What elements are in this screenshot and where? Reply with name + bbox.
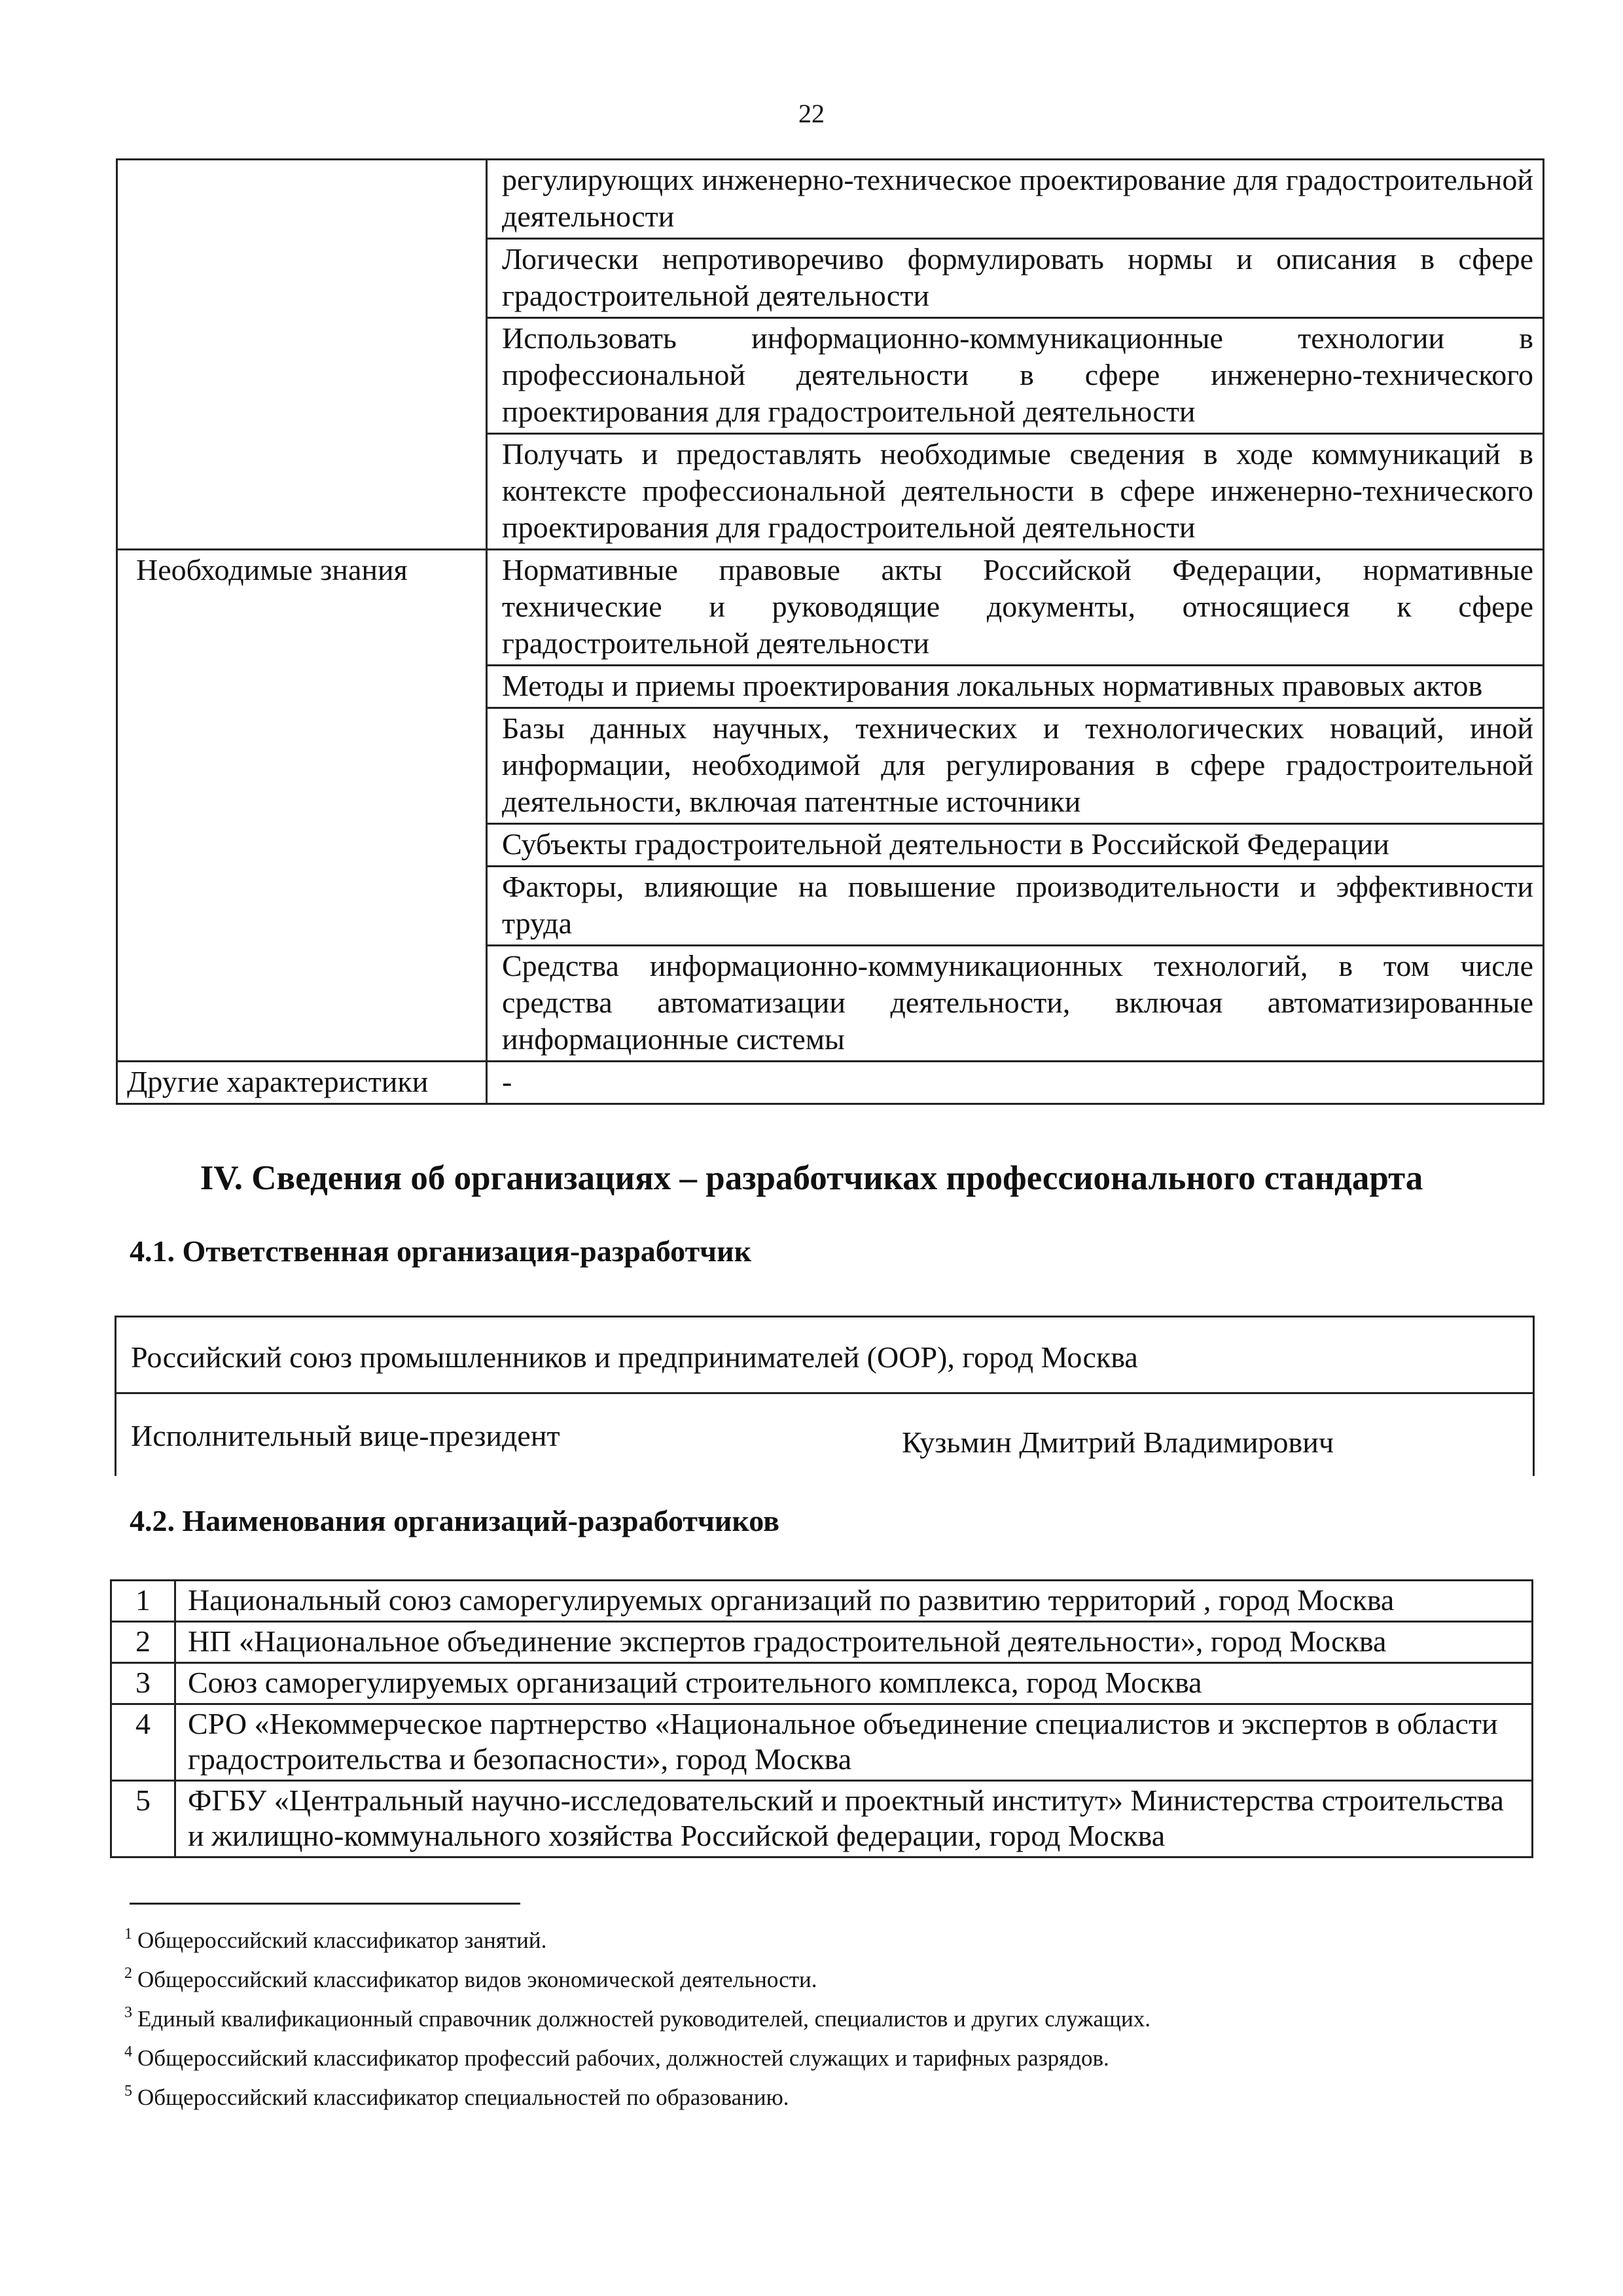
organization-name: Союз саморегулируемых организаций строительного комплекса, город Москва [175, 1663, 1533, 1704]
row-number: 5 [111, 1781, 175, 1857]
table-row [117, 434, 1544, 550]
developer-organizations-table [110, 1579, 1533, 1858]
footnote [124, 2036, 1150, 2075]
footnote [124, 1957, 1150, 1996]
footnote-mark: 3 [124, 2004, 132, 2021]
row-text-cell: Использовать информационно-коммуникационные технологии в профессиональной деятельности в сфере инженерно-технического проектирования для градостроительной деятельности [487, 318, 1544, 434]
page-number: 22 [798, 99, 825, 128]
table-row [117, 666, 1544, 708]
row-text-cell: Получать и предоставлять необходимые сведения в ходе коммуникаций в контексте профессиональной деятельности в сфере инженерно-технического проектирования для градостроительной деятельности [487, 434, 1544, 550]
signatory-name: Кузьмин Дмитрий Владимирович [902, 1426, 1334, 1459]
footnotes [124, 1918, 1150, 2114]
footnote-text: Единый квалификационный справочник должностей руководителей, специалистов и других служащих. [137, 2006, 1150, 2032]
table-row [111, 1704, 1533, 1781]
organization-name: Национальный союз саморегулируемых организаций по развитию территорий , город Москва [175, 1581, 1533, 1622]
table-row [117, 824, 1544, 867]
row-number: 3 [111, 1663, 175, 1704]
footnote-mark: 5 [124, 2083, 132, 2100]
row-label-cell [117, 946, 487, 1062]
row-text-cell: Методы и приемы проектирования локальных нормативных правовых актов [487, 666, 1544, 708]
table-row [117, 550, 1544, 666]
row-text-cell: Базы данных научных, технических и технологических новаций, иной информации, необходимой для регулирования в сфере градостроительной деятельности, включая патентные источники [487, 708, 1544, 824]
row-text-cell: - [487, 1062, 1544, 1104]
row-text-cell: Нормативные правовые акты Российской Федерации, нормативные технические и руководящие документы, относящиеся к сфере градостроительной деятельности [487, 550, 1544, 666]
row-number: 1 [111, 1581, 175, 1622]
skills-knowledge-table [116, 158, 1544, 1105]
row-label-cell [117, 239, 487, 318]
footnote-separator [130, 1903, 520, 1905]
footnote [124, 2075, 1150, 2114]
row-number: 2 [111, 1622, 175, 1663]
signatory-position: Исполнительный вице-президент [131, 1419, 560, 1452]
row-label-cell [117, 434, 487, 550]
footnote-mark: 2 [124, 1965, 132, 1982]
table-row [117, 239, 1544, 318]
row-text-cell: регулирующих инженерно-техническое проектирование для градостроительной деятельности [487, 160, 1544, 239]
row-label-cell [117, 160, 487, 239]
row-label-cell [117, 666, 487, 708]
table-row [117, 318, 1544, 434]
table-row [117, 1062, 1544, 1104]
table-row [117, 867, 1544, 946]
footnote [124, 1918, 1150, 1957]
table-row [111, 1622, 1533, 1663]
table-row [111, 1581, 1533, 1622]
row-number: 4 [111, 1704, 175, 1781]
knowledge-label: Необходимые знания [117, 550, 487, 666]
organization-name: НП «Национальное объединение экспертов градостроительной деятельности», город Москва [175, 1622, 1533, 1663]
row-label-cell [117, 318, 487, 434]
table-row [117, 160, 1544, 239]
row-label-cell [117, 708, 487, 824]
table-row [111, 1663, 1533, 1704]
subsection-title-responsible: 4.1. Ответственная организация-разработчик [130, 1234, 752, 1268]
responsible-organization-table [115, 1316, 1535, 1476]
organization-name: СРО «Некоммерческое партнерство «Национальное объединение специалистов и экспертов в области градостроительства и безопасности», город Москва [175, 1704, 1533, 1781]
table-row [117, 708, 1544, 824]
row-text-cell: Субъекты градостроительной деятельности в Российской Федерации [487, 824, 1544, 867]
signatory-row [115, 1392, 1535, 1476]
row-label-cell [117, 824, 487, 867]
organization-name: ФГБУ «Центральный научно-исследовательский и проектный институт» Министерства строительства и жилищно-коммунального хозяйства Российской федерации, город Москва [175, 1781, 1533, 1857]
footnote-text: Общероссийский классификатор профессий рабочих, должностей служащих и тарифных разрядов. [137, 2045, 1109, 2071]
table-row [111, 1781, 1533, 1857]
table-row [117, 946, 1544, 1062]
footnote-text: Общероссийский классификатор видов экономической деятельности. [137, 1967, 817, 1992]
footnote-mark: 4 [124, 2043, 132, 2060]
row-text-cell: Средства информационно-коммуникационных технологий, в том числе средства автоматизации деятельности, включая автоматизированные информационные системы [487, 946, 1544, 1062]
footnote-mark: 1 [124, 1926, 132, 1943]
footnote [124, 1996, 1150, 2036]
row-label-cell [117, 867, 487, 946]
subsection-title-developers: 4.2. Наименования организаций-разработчиков [130, 1504, 779, 1537]
row-text-cell: Логически непротиворечиво формулировать нормы и описания в сфере градостроительной деятельности [487, 239, 1544, 318]
other-characteristics-label: Другие характеристики [117, 1062, 487, 1104]
footnote-text: Общероссийский классификатор занятий. [137, 1928, 547, 1953]
organization-row [115, 1316, 1535, 1394]
row-text-cell: Факторы, влияющие на повышение производительности и эффективности труда [487, 867, 1544, 946]
organization-name: Российский союз промышленников и предпринимателей (ООР), город Москва [131, 1340, 1138, 1374]
footnote-text: Общероссийский классификатор специальностей по образованию. [137, 2085, 789, 2110]
section-title: IV. Сведения об организациях – разработчиках профессионального стандарта [200, 1159, 1423, 1197]
